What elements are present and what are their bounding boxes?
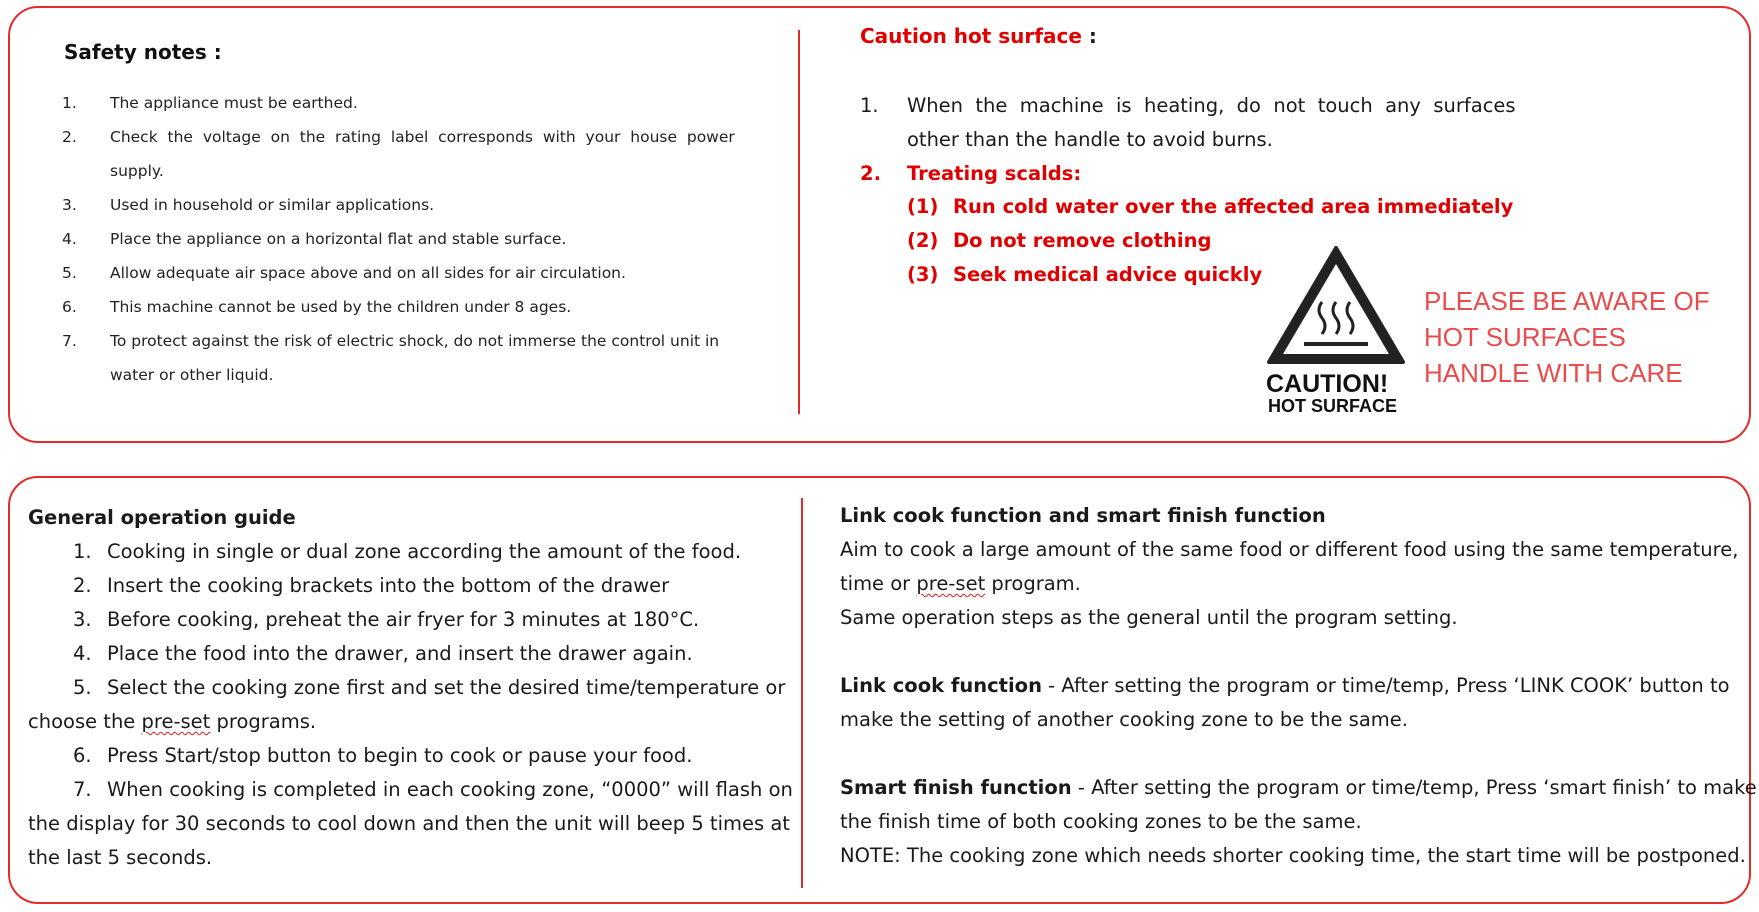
scald-step-number: (1) xyxy=(907,195,939,218)
general-text: programs. xyxy=(210,710,317,733)
caution-title-suffix: : xyxy=(1081,24,1097,48)
general-item-number: 2. xyxy=(73,574,92,597)
caution-title: Caution hot surface xyxy=(860,24,1082,48)
safety-item-number: 7. xyxy=(62,332,77,350)
safety-item-text: This machine cannot be used by the children under 8 ages. xyxy=(110,298,572,316)
safety-item-number: 5. xyxy=(62,264,77,282)
safety-item-text: Place the appliance on a horizontal flat and stable surface. xyxy=(110,230,567,248)
link-text: program. xyxy=(985,572,1081,595)
scald-step-number: (2) xyxy=(907,229,939,252)
general-title: General operation guide xyxy=(28,506,296,529)
safety-item-text: water or other liquid. xyxy=(110,366,274,384)
link-cook-cont: make the setting of another cooking zone to be the same. xyxy=(840,708,1408,731)
general-item-number: 1. xyxy=(73,540,92,563)
safety-item-text: Check the voltage on the rating label corresponds with your house power xyxy=(110,128,735,146)
link-cook-line xyxy=(840,674,1730,697)
general-text: choose the xyxy=(28,710,142,733)
scald-step-text: Run cold water over the affected area immediately xyxy=(953,195,1514,218)
link-aim-line xyxy=(840,572,1081,595)
link-same-ops: Same operation steps as the general until the program setting. xyxy=(840,606,1458,629)
smart-finish-label: Smart finish function xyxy=(840,776,1072,799)
sign-caution-word: CAUTION! xyxy=(1266,370,1389,398)
scald-step-text: Do not remove clothing xyxy=(953,229,1212,252)
general-item-text: Before cooking, preheat the air fryer for 3 minutes at 180°C. xyxy=(107,608,700,631)
link-aim-line: Aim to cook a large amount of the same food or different food using the same temperature, xyxy=(840,538,1739,561)
safety-item-number: 3. xyxy=(62,196,77,214)
safety-item-number: 1. xyxy=(62,94,77,112)
aware-line: PLEASE BE AWARE OF xyxy=(1424,286,1710,316)
general-item-text: Place the food into the drawer, and insert the drawer again. xyxy=(107,642,693,665)
caution-heading xyxy=(860,24,1097,48)
general-item-cont: the last 5 seconds. xyxy=(28,846,213,869)
general-text-wavy: pre-set xyxy=(141,710,211,733)
safety-item-text: The appliance must be earthed. xyxy=(110,94,358,112)
aware-line: HOT SURFACES xyxy=(1424,322,1626,352)
general-item-number: 6. xyxy=(73,744,92,767)
safety-item-number: 4. xyxy=(62,230,77,248)
scald-step-text: Seek medical advice quickly xyxy=(953,263,1263,286)
link-text: time or xyxy=(840,572,917,595)
caution-item-text: When the machine is heating, do not touch any surfaces xyxy=(907,94,1516,117)
general-item-number: 7. xyxy=(73,778,92,801)
hot-surface-warning-icon xyxy=(1266,244,1406,372)
safety-item-number: 6. xyxy=(62,298,77,316)
link-cook-label: Link cook function xyxy=(840,674,1042,697)
safety-item-text: Allow adequate air space above and on all sides for air circulation. xyxy=(110,264,626,282)
general-item-text: Press Start/stop button to begin to cook or pause your food. xyxy=(107,744,693,767)
smart-finish-cont: the finish time of both cooking zones to be the same. xyxy=(840,810,1362,833)
general-item-text: When cooking is completed in each cooking zone, “0000” will flash on xyxy=(107,778,793,801)
smart-finish-line xyxy=(840,776,1757,799)
link-note: NOTE: The cooking zone which needs shorter cooking time, the start time will be postponed. xyxy=(840,844,1746,867)
link-cook-text: - After setting the program or time/temp, Press ‘LINK COOK’ button to xyxy=(1041,674,1730,697)
bottom-divider xyxy=(801,498,803,888)
general-item-number: 3. xyxy=(73,608,92,631)
safety-title: Safety notes : xyxy=(64,40,222,64)
general-item-cont: the display for 30 seconds to cool down and then the unit will beep 5 times at xyxy=(28,812,790,835)
general-item-text: Cooking in single or dual zone according the amount of the food. xyxy=(107,540,742,563)
link-title: Link cook function and smart finish function xyxy=(840,504,1326,527)
safety-item-number: 2. xyxy=(62,128,77,146)
treating-scalds-label: Treating scalds: xyxy=(907,162,1082,185)
safety-item-text: Used in household or similar applications. xyxy=(110,196,435,214)
general-item-cont xyxy=(28,710,316,733)
safety-item-text: To protect against the risk of electric shock, do not immerse the control unit in xyxy=(110,332,720,350)
aware-line: HANDLE WITH CARE xyxy=(1424,358,1683,388)
sign-hot-surface: HOT SURFACE xyxy=(1268,396,1398,416)
top-divider xyxy=(798,30,800,414)
caution-item-number: 1. xyxy=(860,94,879,117)
general-item-text: Select the cooking zone first and set the desired time/temperature or xyxy=(107,676,786,699)
general-item-number: 4. xyxy=(73,642,92,665)
general-item-number: 5. xyxy=(73,676,92,699)
link-text-wavy: pre-set xyxy=(916,572,986,595)
general-item-text: Insert the cooking brackets into the bottom of the drawer xyxy=(107,574,670,597)
caution-item-text: other than the handle to avoid burns. xyxy=(907,128,1273,151)
scald-step-number: (3) xyxy=(907,263,939,286)
caution-item-number: 2. xyxy=(860,162,881,185)
smart-finish-text: - After setting the program or time/temp, Press ‘smart finish’ to make xyxy=(1071,776,1757,799)
safety-item-text: supply. xyxy=(110,162,164,180)
